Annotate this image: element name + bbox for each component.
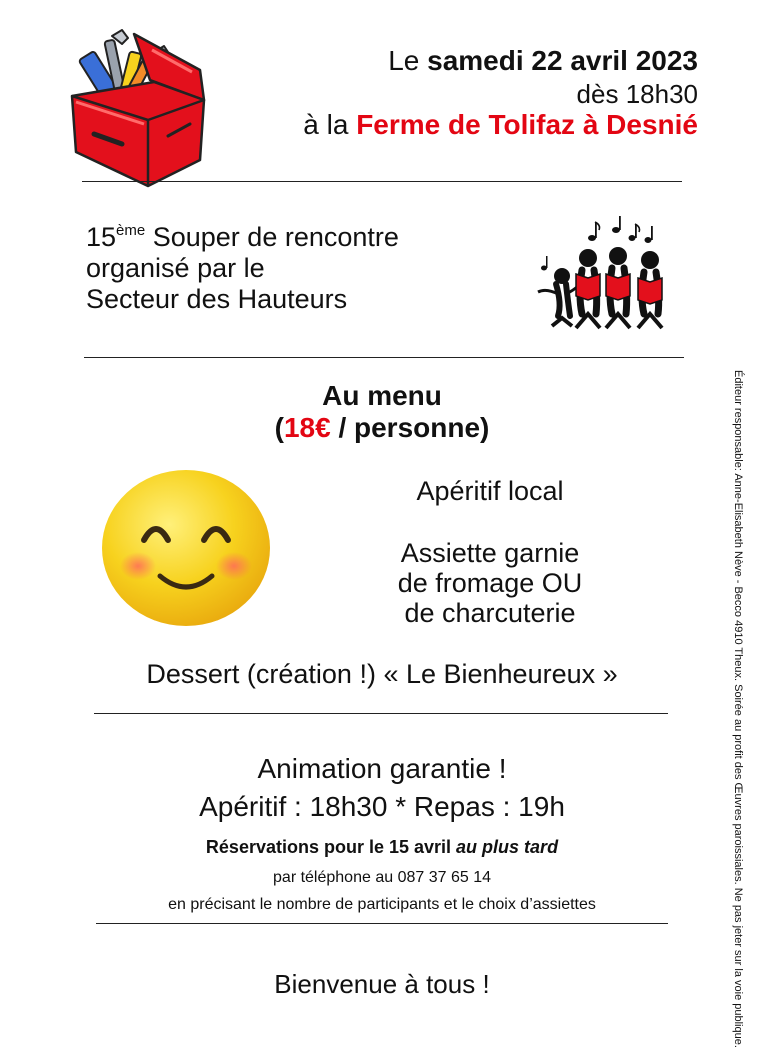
menu-price: (18€ / personne) <box>274 412 490 443</box>
welcome-message: Bienvenue à tous ! <box>274 969 490 999</box>
menu-item: de charcuterie <box>404 598 576 628</box>
divider <box>94 713 668 714</box>
divider <box>96 923 668 924</box>
menu-dessert: Dessert (création !) « Le Bienheureux » <box>146 659 618 689</box>
smiling-face-icon <box>100 468 272 628</box>
reservation-instructions: en précisant le nombre de participants et le choix d’assiettes <box>168 896 596 913</box>
divider <box>82 181 682 182</box>
event-time: dès 18h30 <box>576 79 698 109</box>
reservation-phone: par téléphone au 087 37 65 14 <box>273 869 491 886</box>
toolbox-icon <box>64 26 214 194</box>
animation-note: Animation garantie ! <box>257 753 507 784</box>
event-location: à la Ferme de Tolifaz à Desnié <box>303 109 698 140</box>
menu-item: de fromage OU <box>397 568 583 598</box>
publisher-note: Éditeur responsable: Anne-Elisabeth Nève - Becco 4910 Theux. Soirée au profit des Œuvres paroissiales. Ne pas jeter sur la voie publique. <box>732 370 744 1048</box>
divider <box>84 357 684 358</box>
singing-choir-icon <box>532 216 668 332</box>
reservation-deadline: Réservations pour le 15 avril au plus tard <box>205 837 559 857</box>
event-description: 15ème Souper de rencontre organisé par le Secteur des Hauteurs <box>86 222 399 314</box>
menu-title: Au menu <box>322 380 442 411</box>
event-date: Le samedi 22 avril 2023 <box>388 45 698 76</box>
menu-item: Assiette garnie <box>400 538 580 568</box>
schedule: Apéritif : 18h30 * Repas : 19h <box>199 791 565 822</box>
menu-item: Apéritif local <box>416 476 564 506</box>
